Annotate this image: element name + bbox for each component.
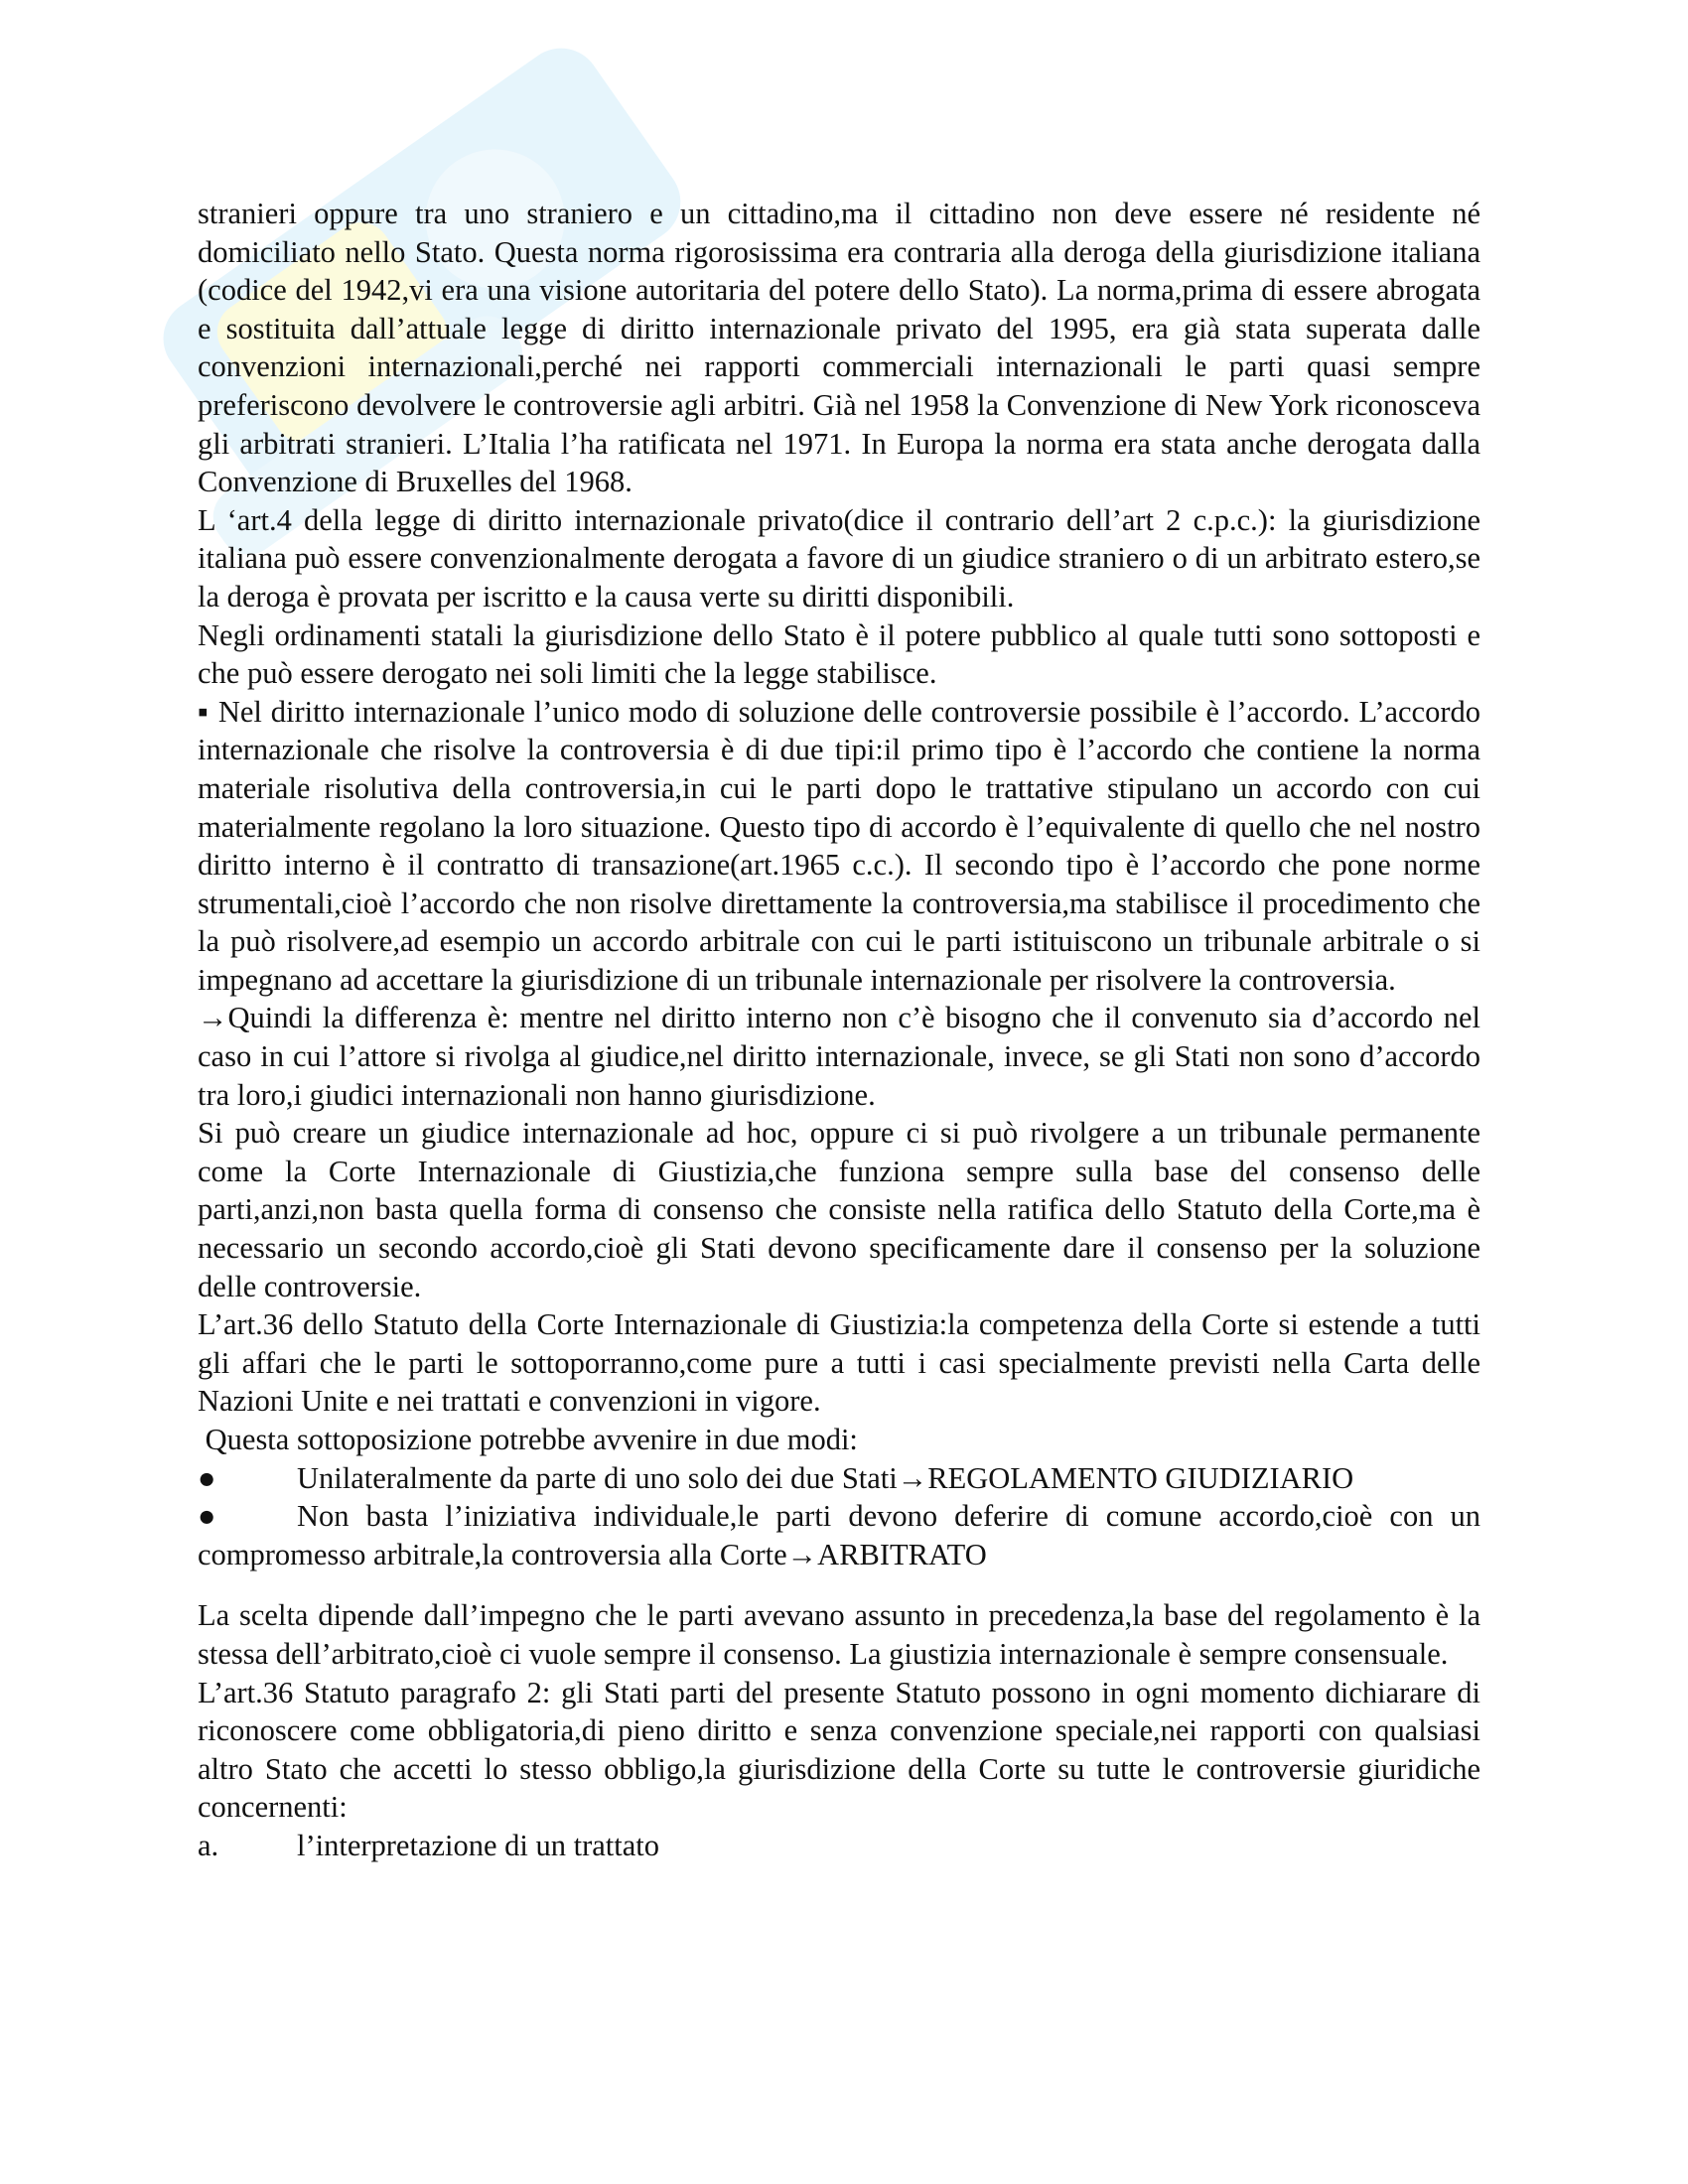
bullet-marker: ●: [198, 1499, 216, 1534]
bullet-text: Unilateralmente da parte di uno solo dei due Stati→REGOLAMENTO GIUDIZIARIO: [297, 1460, 1354, 1495]
document-body: [198, 195, 1480, 1865]
bullet-item: [198, 1459, 1480, 1498]
paragraph-gap: [198, 1573, 1480, 1596]
paragraph-1: stranieri oppure tra uno straniero e un cittadino,ma il cittadino non deve essere né residente né domiciliato nello Stato. Questa norma rigorosissima era contraria alla deroga della giurisdizione italiana (codice del 1942,vi era una visione autoritaria del potere dello Stato). La norma,prima di essere abrogata e sostituita dall’attuale legge di diritto internazionale privato del 1995, era già stata superata dalle convenzioni internazionali,perché nei rapporti commerciali internazionali le parti quasi sempre preferiscono devolvere le controversie agli arbitri. Già nel 1958 la Convenzione di New York riconosceva gli arbitrati stranieri. L’Italia l’ha ratificata nel 1971. In Europa la norma era stata anche derogata dalla Convenzione di Bruxelles del 1968.: [198, 197, 1480, 499]
bullet-text: Non basta l’iniziativa individuale,le parti devono deferire di comune accordo,cioè con un compromesso arbitrale,la controversia alla Corte→ARBITRATO: [198, 1499, 1480, 1571]
list-marker: a.: [198, 1828, 219, 1862]
paragraph-2: L ‘art.4 della legge di diritto internazionale privato(dice il contrario dell’art 2 c.p.c.): la giurisdizione italiana può essere convenzionalmente derogata a favore di un giudice straniero o di un arbitrato estero,se la deroga è provata per iscritto e la causa verte su diritti disponibili.: [198, 502, 1480, 614]
list-text: l’interpretazione di un trattato: [297, 1828, 660, 1862]
paragraph-6: Si può creare un giudice internazionale ad hoc, oppure ci si può rivolgere a un tribunale permanente come la Corte Internazionale di Giustizia,che funziona sempre sulla base del consenso delle parti,anzi,non basta quella forma di consenso che consiste nella ratifica dello Statuto della Corte,ma è necessario un secondo accordo,cioè gli Stati devono specificamente dare il consenso per la soluzione delle controversie.: [198, 1116, 1480, 1303]
paragraph-5: →Quindi la differenza è: mentre nel diritto interno non c’è bisogno che il convenuto sia d’accordo nel caso in cui l’attore si rivolga al giudice,nel diritto internazionale, invece, se gli Stati non sono d’accordo tra loro,i giudici internazionali non hanno giurisdizione.: [198, 1001, 1480, 1112]
paragraph-10: L’art.36 Statuto paragrafo 2: gli Stati parti del presente Statuto possono in ogni momento dichiarare di riconoscere come obbligatoria,di pieno diritto e senza convenzione speciale,nei rapporti con qualsiasi altro Stato che accetti lo stesso obbligo,la giurisdizione della Corte su tutte le controversie giuridiche concernenti:: [198, 1675, 1480, 1825]
paragraph-3: Negli ordinamenti statali la giurisdizione dello Stato è il potere pubblico al quale tutti sono sottoposti e che può essere derogato nei soli limiti che la legge stabilisce.: [198, 617, 1480, 691]
bullet-marker: ●: [198, 1460, 216, 1495]
bullet-item: [198, 1497, 1480, 1573]
list-item: [198, 1827, 1480, 1865]
paragraph-4: ▪ Nel diritto internazionale l’unico modo di soluzione delle controversie possibile è l’accordo. L’accordo internazionale che risolve la controversia è di due tipi:il primo tipo è l’accordo che contiene la norma materiale risolutiva della controversia,in cui le parti dopo le trattative stipulano un accordo con cui materialmente regolano la loro situazione. Questo tipo di accordo è l’equivalente di quello che nel nostro diritto interno è il contratto di transazione(art.1965 c.c.). Il secondo tipo è l’accordo che pone norme strumentali,cioè l’accordo che non risolve direttamente la controversia,ma stabilisce il procedimento che la può risolvere,ad esempio un accordo arbitrale con cui le parti istituiscono un tribunale arbitrale o si impegnano ad accettare la giurisdizione di un tribunale internazionale per risolvere la controversia.: [198, 694, 1480, 997]
paragraph-8: Questa sottoposizione potrebbe avvenire in due modi:: [198, 1423, 858, 1456]
paragraph-7: L’art.36 dello Statuto della Corte Internazionale di Giustizia:la competenza della Corte si estende a tutti gli affari che le parti le sottoporranno,come pure a tutti i casi specialmente previsti nella Carta delle Nazioni Unite e nei trattati e convenzioni in vigore.: [198, 1307, 1480, 1419]
paragraph-9: La scelta dipende dall’impegno che le parti avevano assunto in precedenza,la base del regolamento è la stessa dell’arbitrato,cioè ci vuole sempre il consenso. La giustizia internazionale è sempre consensuale.: [198, 1598, 1480, 1671]
